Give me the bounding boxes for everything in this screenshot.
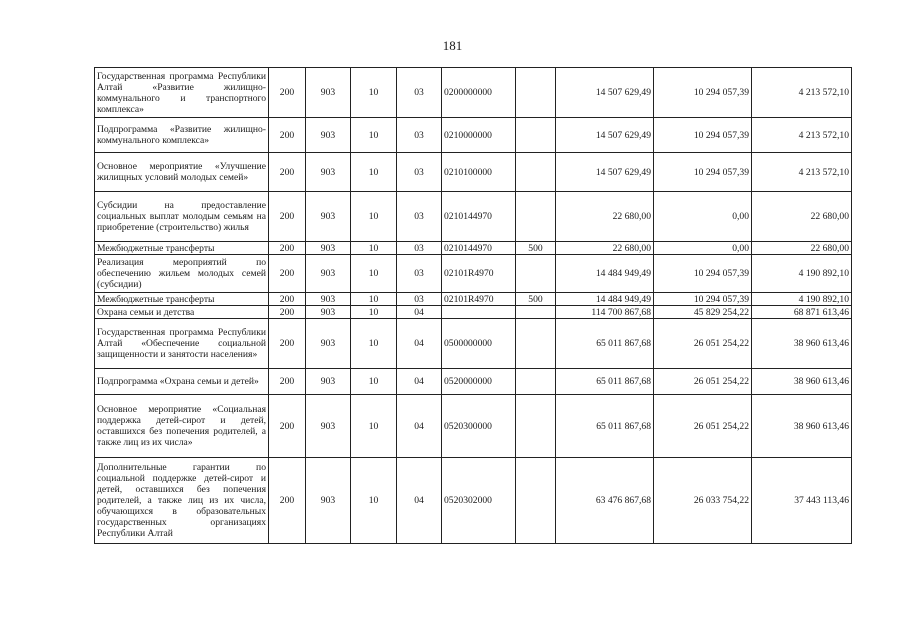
- expense-type: [516, 395, 556, 458]
- subsection-code: 04: [397, 395, 442, 458]
- sum-year-3: 4 190 892,10: [752, 255, 852, 293]
- table-row: [95, 242, 852, 255]
- expense-type: [516, 68, 556, 118]
- sum-year-3: 68 871 613,46: [752, 306, 852, 319]
- row-name: Межбюджетные трансферты: [95, 293, 269, 306]
- sum-year-3: 22 680,00: [752, 242, 852, 255]
- table-row: [95, 192, 852, 242]
- expense-type: [516, 153, 556, 192]
- target-article: 0210000000: [442, 118, 516, 153]
- target-article: 02101R4970: [442, 293, 516, 306]
- subsection-code: 04: [397, 306, 442, 319]
- ministry-code: 903: [306, 293, 351, 306]
- section-code: 10: [351, 458, 397, 544]
- target-article: 0210100000: [442, 153, 516, 192]
- budget-table: [94, 67, 852, 544]
- expense-type: 500: [516, 293, 556, 306]
- section-code: 10: [351, 118, 397, 153]
- subsection-code: 03: [397, 153, 442, 192]
- table-row: [95, 153, 852, 192]
- target-article: 0210144970: [442, 242, 516, 255]
- table-row: [95, 306, 852, 319]
- section-code: 10: [351, 242, 397, 255]
- subsection-code: 03: [397, 118, 442, 153]
- table-row: [95, 293, 852, 306]
- section-code: 10: [351, 192, 397, 242]
- sum-year-1: 14 484 949,49: [556, 293, 654, 306]
- sum-year-2: 0,00: [654, 192, 752, 242]
- target-article: 0500000000: [442, 319, 516, 369]
- sum-year-2: 10 294 057,39: [654, 68, 752, 118]
- section-code: 10: [351, 369, 397, 395]
- section-code: 10: [351, 306, 397, 319]
- row-name: Подпрограмма «Развитие жилищно-коммунального комплекса»: [95, 118, 269, 153]
- subsection-code: 04: [397, 458, 442, 544]
- subsection-code: 03: [397, 192, 442, 242]
- ministry-code: 903: [306, 242, 351, 255]
- sum-year-2: 10 294 057,39: [654, 293, 752, 306]
- sum-year-3: 4 213 572,10: [752, 68, 852, 118]
- expense-type: [516, 118, 556, 153]
- table-row: [95, 255, 852, 293]
- section-code: 10: [351, 395, 397, 458]
- admin-code: 200: [269, 68, 306, 118]
- row-name: Основное мероприятие «Улучшение жилищных условий молодых семей»: [95, 153, 269, 192]
- target-article: 0520302000: [442, 458, 516, 544]
- subsection-code: 03: [397, 242, 442, 255]
- sum-year-2: 26 051 254,22: [654, 395, 752, 458]
- subsection-code: 04: [397, 319, 442, 369]
- expense-type: [516, 306, 556, 319]
- sum-year-2: 26 051 254,22: [654, 369, 752, 395]
- table-row: [95, 369, 852, 395]
- section-code: 10: [351, 319, 397, 369]
- sum-year-1: 14 507 629,49: [556, 68, 654, 118]
- admin-code: 200: [269, 319, 306, 369]
- section-code: 10: [351, 153, 397, 192]
- sum-year-1: 14 484 949,49: [556, 255, 654, 293]
- sum-year-3: 38 960 613,46: [752, 319, 852, 369]
- sum-year-1: 22 680,00: [556, 242, 654, 255]
- expense-type: 500: [516, 242, 556, 255]
- sum-year-2: 0,00: [654, 242, 752, 255]
- target-article: 02101R4970: [442, 255, 516, 293]
- ministry-code: 903: [306, 306, 351, 319]
- row-name: Основное мероприятие «Социальная поддержка детей-сирот и детей, оставшихся без попечения родителей, а также лиц из их числа»: [95, 395, 269, 458]
- admin-code: 200: [269, 242, 306, 255]
- row-name: Дополнительные гарантии по социальной поддержке детей-сирот и детей, оставшихся без попечения родителей, а также лиц из их числа, обучающихся в образовательных государственных организациях Республики Алтай: [95, 458, 269, 544]
- expense-type: [516, 255, 556, 293]
- admin-code: 200: [269, 306, 306, 319]
- row-name: Охрана семьи и детства: [95, 306, 269, 319]
- ministry-code: 903: [306, 255, 351, 293]
- ministry-code: 903: [306, 458, 351, 544]
- admin-code: 200: [269, 395, 306, 458]
- target-article: 0210144970: [442, 192, 516, 242]
- section-code: 10: [351, 293, 397, 306]
- admin-code: 200: [269, 369, 306, 395]
- target-article: [442, 306, 516, 319]
- row-name: Подпрограмма «Охрана семьи и детей»: [95, 369, 269, 395]
- sum-year-3: 38 960 613,46: [752, 395, 852, 458]
- sum-year-1: 65 011 867,68: [556, 319, 654, 369]
- table-row: [95, 319, 852, 369]
- expense-type: [516, 458, 556, 544]
- expense-type: [516, 192, 556, 242]
- sum-year-3: 38 960 613,46: [752, 369, 852, 395]
- table-row: [95, 118, 852, 153]
- sum-year-1: 65 011 867,68: [556, 395, 654, 458]
- ministry-code: 903: [306, 319, 351, 369]
- section-code: 10: [351, 68, 397, 118]
- sum-year-3: 4 213 572,10: [752, 118, 852, 153]
- sum-year-2: 10 294 057,39: [654, 153, 752, 192]
- row-name: Государственная программа Республики Алтай «Обеспечение социальной защищенности и занятости населения»: [95, 319, 269, 369]
- ministry-code: 903: [306, 192, 351, 242]
- admin-code: 200: [269, 153, 306, 192]
- ministry-code: 903: [306, 118, 351, 153]
- sum-year-1: 22 680,00: [556, 192, 654, 242]
- target-article: 0520300000: [442, 395, 516, 458]
- admin-code: 200: [269, 192, 306, 242]
- sum-year-1: 114 700 867,68: [556, 306, 654, 319]
- sum-year-1: 14 507 629,49: [556, 118, 654, 153]
- sum-year-2: 26 033 754,22: [654, 458, 752, 544]
- subsection-code: 03: [397, 68, 442, 118]
- sum-year-2: 26 051 254,22: [654, 319, 752, 369]
- ministry-code: 903: [306, 68, 351, 118]
- sum-year-1: 65 011 867,68: [556, 369, 654, 395]
- admin-code: 200: [269, 255, 306, 293]
- row-name: Реализация мероприятий по обеспечению жильем молодых семей (субсидии): [95, 255, 269, 293]
- subsection-code: 03: [397, 255, 442, 293]
- ministry-code: 903: [306, 153, 351, 192]
- section-code: 10: [351, 255, 397, 293]
- row-name: Государственная программа Республики Алтай «Развитие жилищно-коммунального и транспортного комплекса»: [95, 68, 269, 118]
- sum-year-2: 10 294 057,39: [654, 255, 752, 293]
- sum-year-1: 63 476 867,68: [556, 458, 654, 544]
- expense-type: [516, 319, 556, 369]
- table-row: [95, 458, 852, 544]
- sum-year-3: 4 213 572,10: [752, 153, 852, 192]
- sum-year-3: 4 190 892,10: [752, 293, 852, 306]
- sum-year-2: 45 829 254,22: [654, 306, 752, 319]
- sum-year-3: 37 443 113,46: [752, 458, 852, 544]
- admin-code: 200: [269, 118, 306, 153]
- ministry-code: 903: [306, 369, 351, 395]
- row-name: Межбюджетные трансферты: [95, 242, 269, 255]
- subsection-code: 03: [397, 293, 442, 306]
- admin-code: 200: [269, 293, 306, 306]
- row-name: Субсидии на предоставление социальных выплат молодым семьям на приобретение (строительство) жилья: [95, 192, 269, 242]
- admin-code: 200: [269, 458, 306, 544]
- sum-year-1: 14 507 629,49: [556, 153, 654, 192]
- expense-type: [516, 369, 556, 395]
- page-number: 181: [442, 38, 463, 53]
- table-row: [95, 395, 852, 458]
- sum-year-3: 22 680,00: [752, 192, 852, 242]
- target-article: 0200000000: [442, 68, 516, 118]
- table-row: [95, 68, 852, 118]
- target-article: 0520000000: [442, 369, 516, 395]
- subsection-code: 04: [397, 369, 442, 395]
- sum-year-2: 10 294 057,39: [654, 118, 752, 153]
- ministry-code: 903: [306, 395, 351, 458]
